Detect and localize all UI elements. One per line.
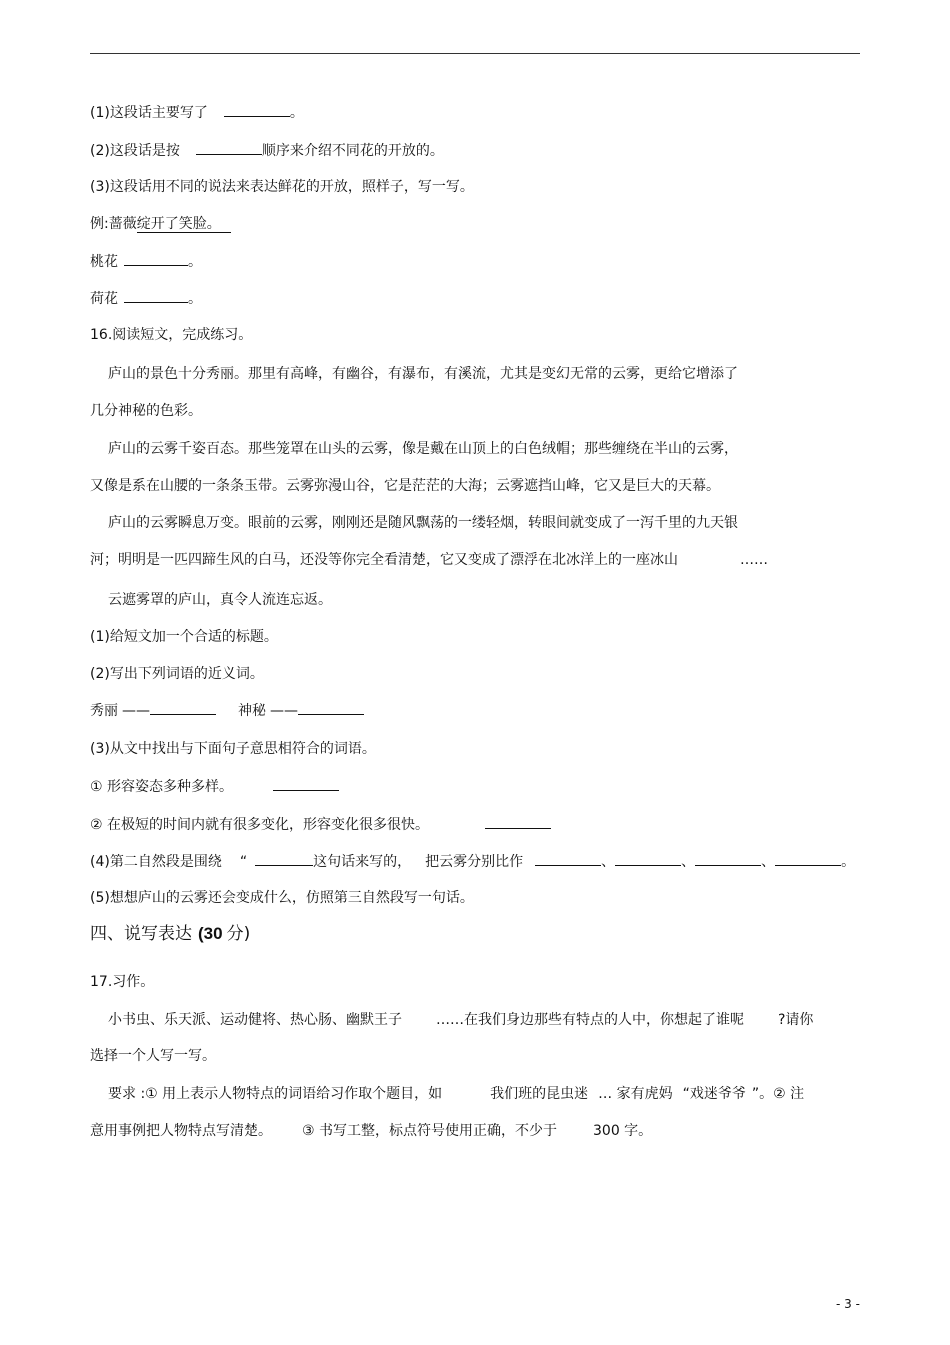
lotus-end: 。 <box>188 291 202 307</box>
q15-item-2 <box>90 140 444 161</box>
synonym-word-2: 神秘 <box>238 703 266 719</box>
req-text-a: 要求 :① 用上表示人物特点的词语给习作取个题目，如 <box>108 1086 443 1102</box>
q16-item-4 <box>90 851 855 872</box>
req-example-2: … 家有虎妈 <box>598 1086 673 1102</box>
open-quote: “ <box>239 854 248 870</box>
example-underlined: 绽开了笑脸。 <box>137 216 231 233</box>
section-4-unit: 分) <box>226 924 251 944</box>
q17-intro-line2: 选择一个人写一写。 <box>90 1048 216 1064</box>
passage-p3-line1: 庐山的云雾瞬息万变。眼前的云雾，刚刚还是随风飘荡的一缕轻烟，转眼间就变成了一泻千里的九天银 <box>108 515 738 531</box>
choice-2-line <box>90 814 551 835</box>
answer-blank[interactable] <box>124 251 188 266</box>
peach-end: 。 <box>188 254 202 270</box>
q17-intro-line1 <box>108 1010 813 1030</box>
passage-p1-line1: 庐山的景色十分秀丽。那里有高峰，有幽谷，有瀑布，有溪流，尤其是变幻无常的云雾，更给它增添了 <box>108 366 738 382</box>
passage-p3-text: 河；明明是一匹四蹄生风的白马，还没等你完全看清楚，它又变成了漂浮在北冰洋上的一座冰山 <box>90 552 678 568</box>
q15-2-text: (2)这段话是按 <box>90 143 180 159</box>
q17-requirements-line1 <box>108 1084 804 1104</box>
answer-blank[interactable] <box>273 776 339 791</box>
peach-line <box>90 251 202 272</box>
answer-blank[interactable] <box>150 700 216 715</box>
q16-4-end: 。 <box>841 854 856 870</box>
header-rule <box>90 53 860 54</box>
q16-item-2: (2)写出下列词语的近义词。 <box>90 666 264 682</box>
separator: 、 <box>681 854 696 870</box>
passage-p2-line2: 又像是系在山腰的一条条玉带。云雾弥漫山谷，它是茫茫的大海；云雾遮挡山峰，它又是巨大的天幕。 <box>90 478 720 494</box>
synonym-word-1: 秀丽 <box>90 703 118 719</box>
separator: 、 <box>761 854 776 870</box>
passage-p3-line2 <box>90 550 768 570</box>
section-4-heading <box>90 924 250 944</box>
peach-label: 桃花 <box>90 254 118 270</box>
example-line <box>90 214 231 234</box>
answer-blank[interactable] <box>298 700 364 715</box>
answer-blank[interactable] <box>775 851 841 866</box>
q17-intro-words: 小书虫、乐天派、运动健将、热心肠、幽默王子 <box>108 1012 402 1028</box>
synonym-line <box>90 700 364 721</box>
req2-text-b: ③ 书写工整，标点符号使用正确，不少于 <box>302 1123 557 1139</box>
answer-blank[interactable] <box>695 851 761 866</box>
passage-p4: 云遮雾罩的庐山，真令人流连忘返。 <box>108 592 332 608</box>
separator: 、 <box>601 854 616 870</box>
q16-4-mid2: 把云雾分别比作 <box>425 854 524 870</box>
synonym-dash: —— <box>122 703 150 719</box>
q15-item-3: (3)这段话用不同的说法来表达鲜花的开放，照样子，写一写。 <box>90 179 474 195</box>
req2-text-a: 意用事例把人物特点写清楚。 <box>90 1123 272 1139</box>
q16-4-text: (4)第二自然段是围绕 <box>90 854 222 870</box>
choice-2-text: ② 在极短的时间内就有很多变化，形容变化很多很快。 <box>90 817 429 833</box>
answer-blank[interactable] <box>224 102 290 117</box>
q16-title: 16.阅读短文，完成练习。 <box>90 327 253 343</box>
passage-p2-line1: 庐山的云雾千姿百态。那些笼罩在山头的云雾，像是戴在山顶上的白色绒帽；那些缠绕在半山的云雾， <box>108 441 738 457</box>
req2-text-c: 300 字。 <box>593 1123 653 1139</box>
choice-1-text: ① 形容姿态多种多样。 <box>90 779 234 795</box>
req-text-e: ”。② 注 <box>751 1086 805 1102</box>
passage-ellipsis: …… <box>740 552 768 568</box>
q16-item-5: (5)想想庐山的云雾还会变成什么，仿照第三自然段写一句话。 <box>90 890 474 906</box>
example-label: 例:蔷薇 <box>90 216 137 232</box>
q16-item-1: (1)给短文加一个合适的标题。 <box>90 629 278 645</box>
answer-blank[interactable] <box>535 851 601 866</box>
choice-1-line <box>90 776 339 797</box>
q15-1-text: (1)这段话主要写了 <box>90 105 208 121</box>
section-4-title: 四、说写表达 <box>90 924 192 944</box>
answer-blank[interactable] <box>255 851 313 866</box>
q15-2-end: 顺序来介绍不同花的开放的。 <box>261 143 444 159</box>
req-example-3: “戏迷爷爷 <box>682 1086 746 1102</box>
q17-intro-end: ?请你 <box>778 1012 814 1028</box>
q17-intro-mid: ……在我们身边那些有特点的人中，你想起了谁呢 <box>436 1012 744 1028</box>
section-4-score: (30 <box>198 924 223 943</box>
answer-blank[interactable] <box>485 814 551 829</box>
q15-item-1 <box>90 102 304 123</box>
lotus-label: 荷花 <box>90 291 118 307</box>
answer-blank[interactable] <box>615 851 681 866</box>
answer-blank[interactable] <box>196 140 262 155</box>
q17-title: 17.习作。 <box>90 974 155 990</box>
q16-item-3: (3)从文中找出与下面句子意思相符合的词语。 <box>90 741 376 757</box>
passage-p1-line2: 几分神秘的色彩。 <box>90 403 202 419</box>
q17-requirements-line2 <box>90 1121 652 1141</box>
page-number: - 3 - <box>836 1297 860 1311</box>
answer-blank[interactable] <box>124 288 188 303</box>
synonym-dash: —— <box>270 703 298 719</box>
q16-4-mid: 这句话来写的， <box>313 854 412 870</box>
lotus-line <box>90 288 202 309</box>
q15-1-end: 。 <box>289 105 304 121</box>
req-example-1: 我们班的昆虫迷 <box>490 1086 589 1102</box>
